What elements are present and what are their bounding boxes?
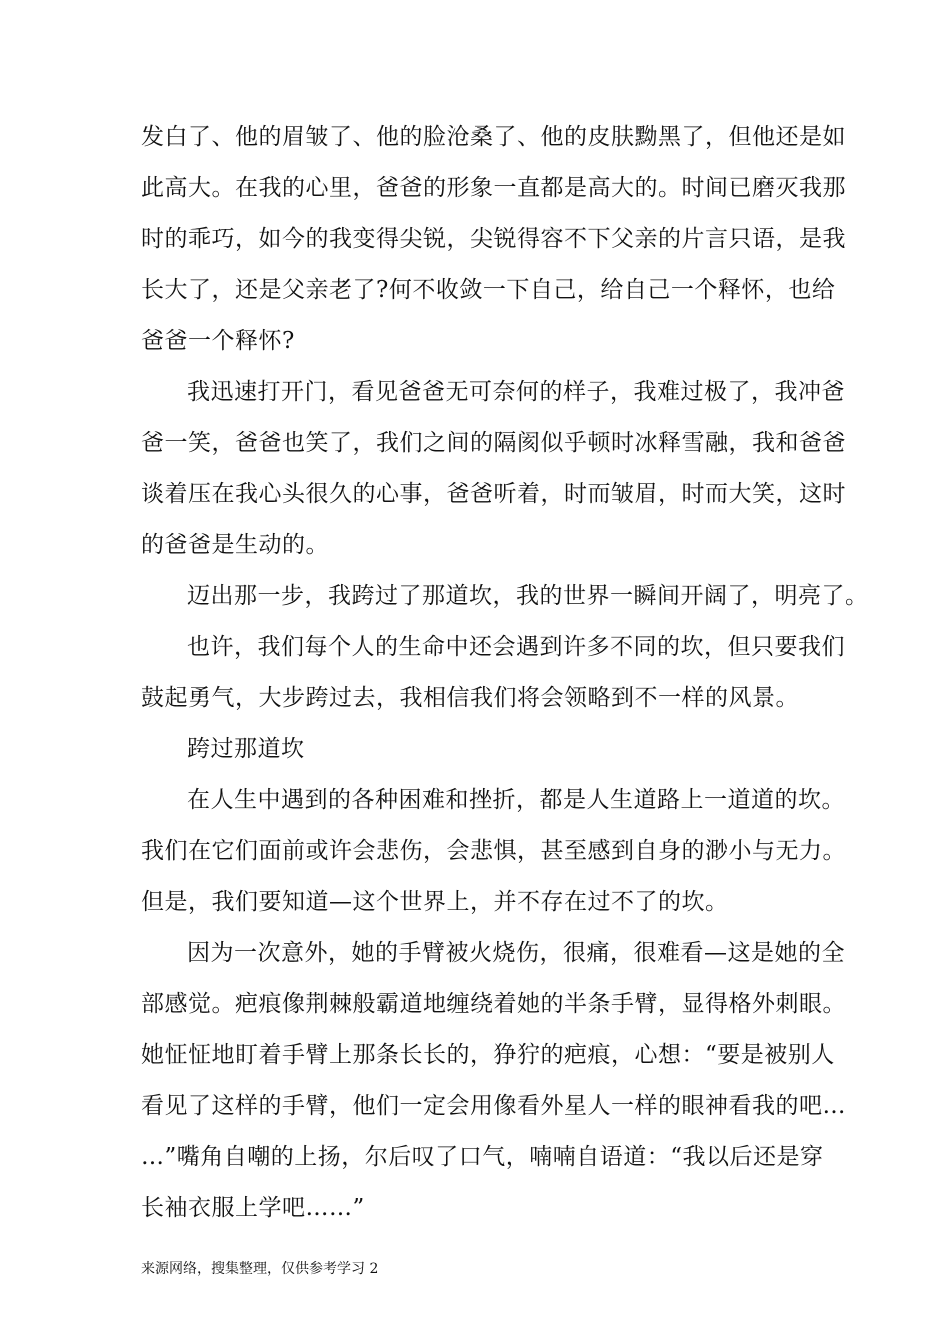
text-line: 谈着压在我心头很久的心事，爸爸听着，时而皱眉，时而大笑，这时 [141,481,846,507]
text-line: 部感觉。疤痕像荆棘般霸道地缠绕着她的半条手臂，显得格外刺眼。 [141,991,846,1017]
text-line: 鼓起勇气，大步跨过去，我相信我们将会领略到不一样的风景。 [141,685,799,711]
paragraph-first-line: 也许，我们每个人的生命中还会遇到许多不同的坎，但只要我们 [187,634,845,660]
text-line: 时的乖巧，如今的我变得尖锐，尖锐得容不下父亲的片言只语，是我 [141,226,846,252]
text-line: 长大了，还是父亲老了?何不收敛一下自己，给自己一个释怀，也给 [141,277,836,303]
text-line: 但是，我们要知道—这个世界上，并不存在过不了的坎。 [141,889,729,915]
text-line: 看见了这样的手臂，他们一定会用像看外星人一样的眼神看我的吧… [141,1093,846,1119]
paragraph-first-line: 在人生中遇到的各种困难和挫折，都是人生道路上一道道的坎。 [187,787,845,813]
text-line: 爸一笑，爸爸也笑了，我们之间的隔阂似乎顿时冰释雪融，我和爸爸 [141,430,846,456]
text-line: 她怔怔地盯着手臂上那条长长的，狰狞的疤痕，心想：“要是被别人 [141,1042,835,1068]
text-line: 的爸爸是生动的。 [141,532,329,558]
text-line: 长袖衣服上学吧……” [141,1195,365,1221]
page-footer: 来源网络，搜集整理，仅供参考学习 2 [141,1261,379,1277]
text-line: …”嘴角自嘲的上扬，尔后叹了口气，喃喃自语道：“我以后还是穿 [141,1144,824,1170]
paragraph-first-line: 迈出那一步，我跨过了那道坎，我的世界一瞬间开阔了，明亮了。 [187,583,869,609]
text-line: 爸爸一个释怀? [141,328,295,354]
text-line: 我们在它们面前或许会悲伤，会悲惧，甚至感到自身的渺小与无力。 [141,838,846,864]
text-line: 此高大。在我的心里，爸爸的形象一直都是高大的。时间已磨灭我那 [141,175,846,201]
section-title: 跨过那道坎 [187,736,305,762]
paragraph-first-line: 我迅速打开门，看见爸爸无可奈何的样子，我难过极了，我冲爸 [187,379,845,405]
text-line: 发白了、他的眉皱了、他的脸沧桑了、他的皮肤黝黑了，但他还是如 [141,124,846,150]
paragraph-first-line: 因为一次意外，她的手臂被火烧伤，很痛，很难看—这是她的全 [187,940,845,966]
